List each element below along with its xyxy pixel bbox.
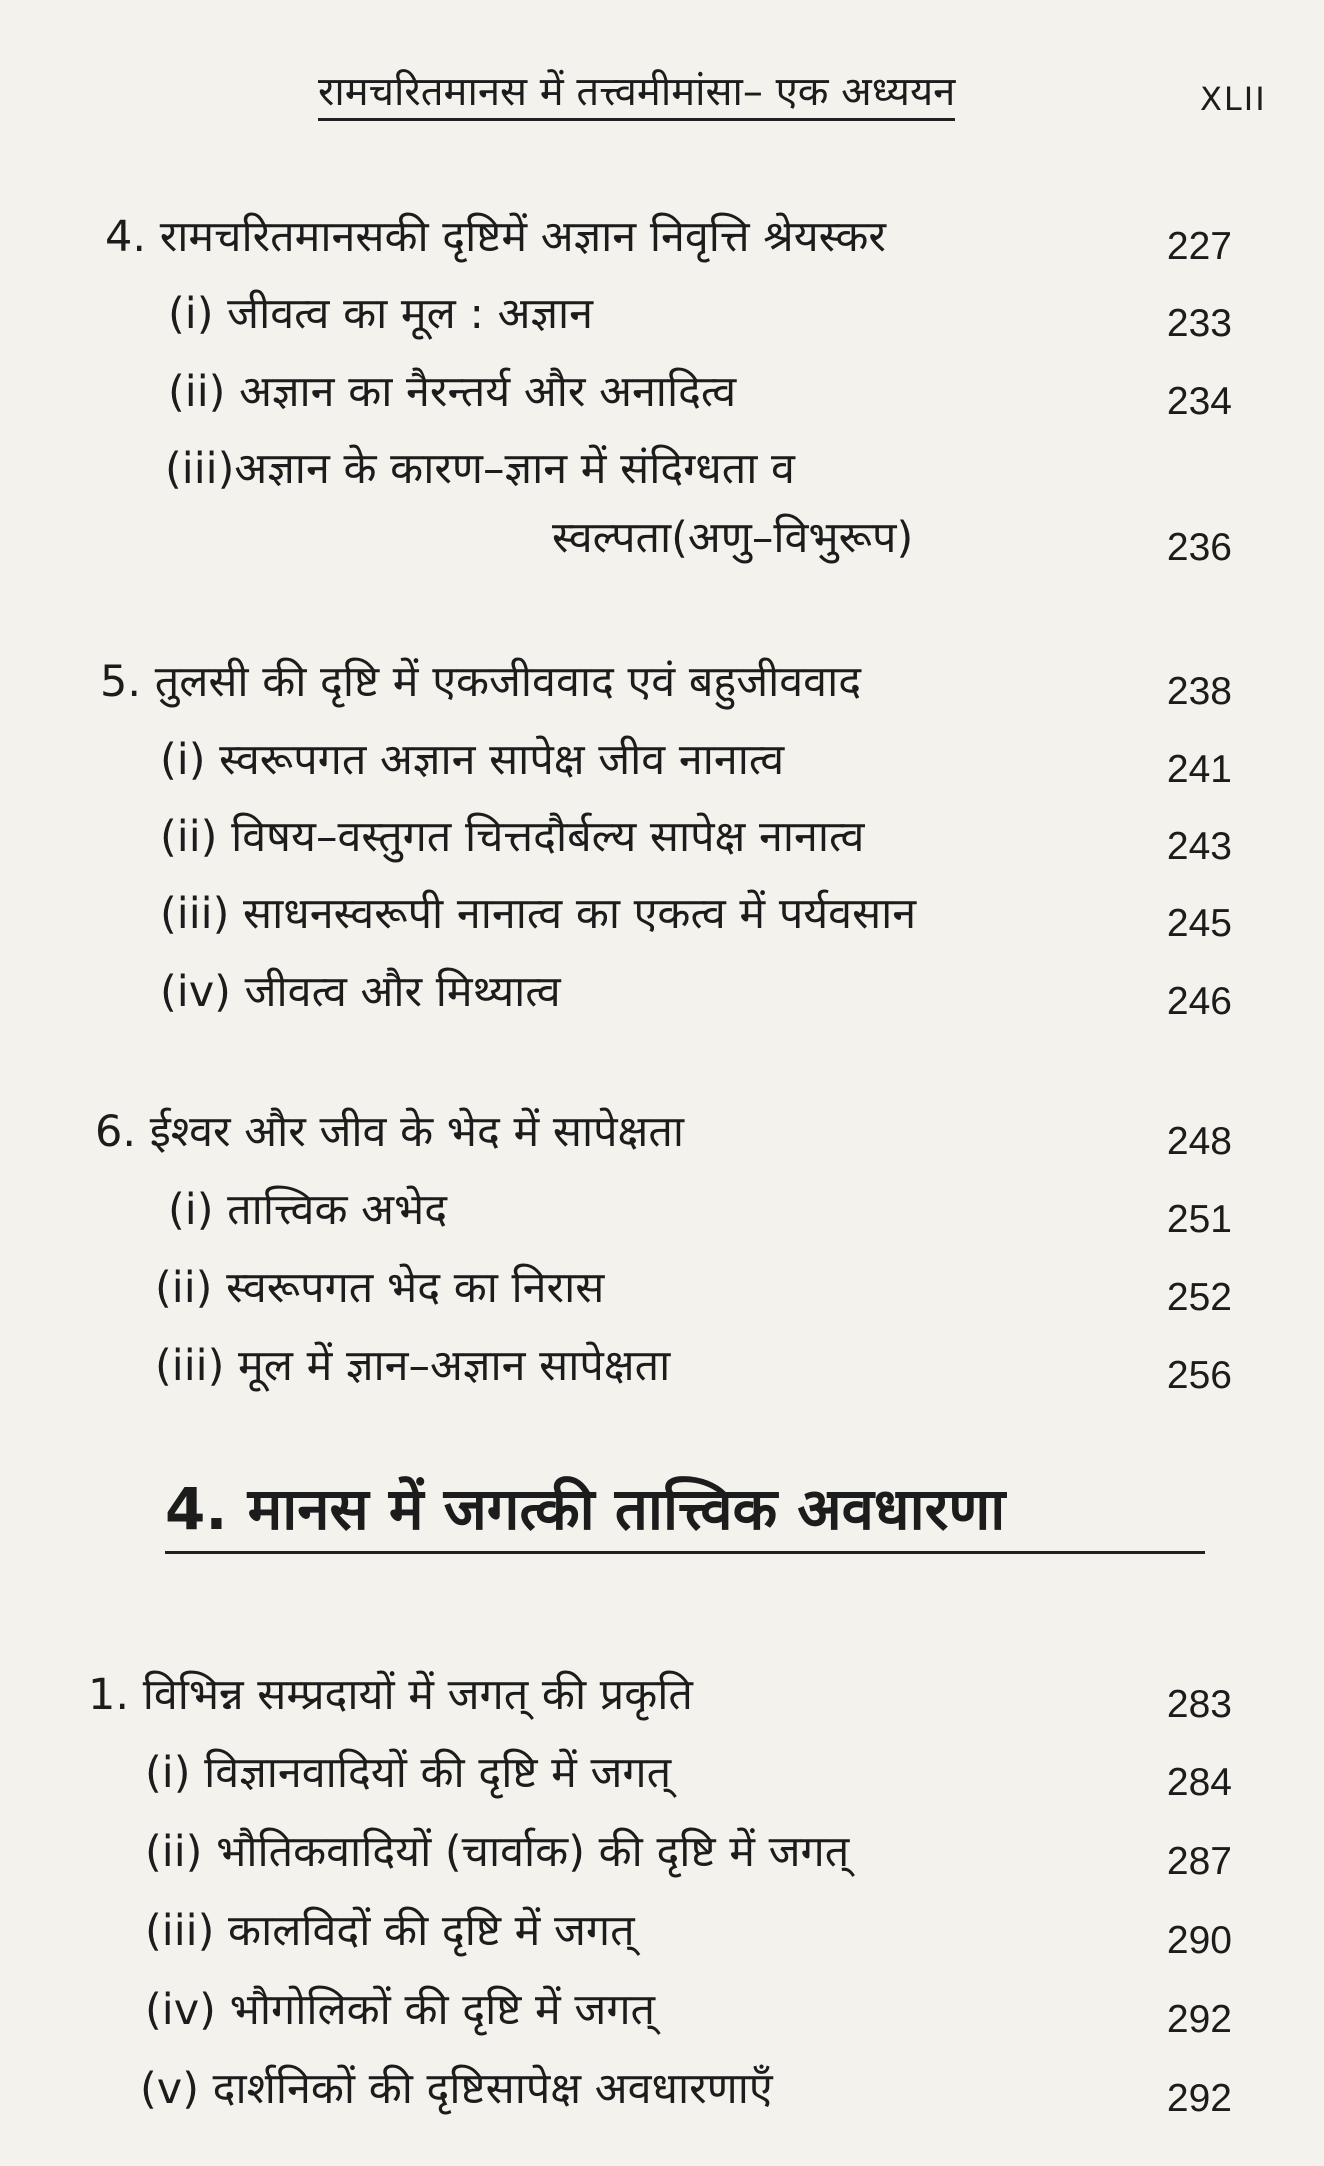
toc-entry — [0, 1100, 1324, 1164]
toc-entry-page: 284 — [1166, 1761, 1232, 1804]
toc-entry-page: 227 — [1166, 225, 1232, 268]
toc-entry-page: 251 — [1166, 1198, 1232, 1241]
toc-entry — [0, 1899, 1324, 1963]
toc-entry-label: 1. विभिन्न सम्प्रदायों में जगत् की प्रकृति — [88, 1670, 693, 1720]
page-number: XLII — [1200, 80, 1267, 118]
toc-entry-page: 248 — [1166, 1120, 1232, 1163]
toc-entry-page: 292 — [1166, 2077, 1232, 2120]
toc-entry-label: 6. ईश्वर और जीव के भेद में सापेक्षता — [95, 1107, 685, 1157]
toc-entry — [0, 1820, 1324, 1884]
running-header: रामचरितमानस में तत्त्वमीमांसा– एक अध्ययन — [318, 70, 955, 121]
toc-entry-page: 290 — [1166, 1919, 1232, 1962]
toc-entry-page: 283 — [1166, 1683, 1232, 1726]
toc-entry — [0, 2057, 1324, 2121]
toc-entry-label: (iii) साधनस्वरूपी नानात्व का एकत्व में पर्यवसान — [160, 889, 917, 939]
toc-entry — [0, 960, 1324, 1024]
toc-entry-page: 252 — [1166, 1276, 1232, 1319]
toc-entry — [0, 1741, 1324, 1805]
toc-entry-label: (iii)अज्ञान के कारण–ज्ञान में संदिग्धता व — [165, 444, 795, 494]
toc-entry — [0, 1978, 1324, 2042]
toc-entry — [0, 1178, 1324, 1242]
toc-entry — [0, 882, 1324, 946]
toc-entry-page: 243 — [1166, 825, 1232, 868]
toc-entry — [0, 437, 1324, 501]
toc-entry — [0, 282, 1324, 346]
toc-entry-page: 241 — [1166, 748, 1232, 791]
toc-entry-label: (i) विज्ञानवादियों की दृष्टि में जगत् — [145, 1748, 672, 1798]
toc-entry-page: 238 — [1166, 670, 1232, 713]
toc-entry-continued — [0, 506, 1324, 570]
toc-entry-label: (iii) कालविदों की दृष्टि में जगत् — [145, 1906, 635, 1956]
toc-entry-page: 287 — [1166, 1840, 1232, 1883]
toc-entry-page: 245 — [1166, 902, 1232, 945]
toc-entry-page: 234 — [1166, 380, 1232, 423]
chapter-title: 4. मानस में जगत्की तात्त्विक अवधारणा — [165, 1475, 1205, 1554]
toc-entry-label: (i) स्वरूपगत अज्ञान सापेक्ष जीव नानात्व — [160, 735, 785, 785]
toc-entry — [0, 205, 1324, 269]
toc-entry-label: (iv) जीवत्व और मिथ्यात्व — [160, 967, 561, 1017]
toc-entry-label: (i) तात्त्विक अभेद — [168, 1185, 448, 1235]
toc-entry — [0, 650, 1324, 714]
toc-entry — [0, 1256, 1324, 1320]
toc-entry-label: (ii) भौतिकवादियों (चार्वाक) की दृष्टि में जगत् — [145, 1827, 850, 1877]
toc-entry-label: (ii) अज्ञान का नैरन्तर्य और अनादित्व — [168, 367, 737, 417]
toc-entry-page: 292 — [1166, 1998, 1232, 2041]
toc-entry-page: 256 — [1166, 1354, 1232, 1397]
toc-entry-label: (ii) विषय–वस्तुगत चित्तदौर्बल्य सापेक्ष नानात्व — [160, 812, 865, 862]
toc-entry-label: (v) दार्शनिकों की दृष्टिसापेक्ष अवधारणाएँ — [140, 2064, 773, 2114]
toc-entry-label: (iii) मूल में ज्ञान–अज्ञान सापेक्षता — [155, 1341, 671, 1391]
toc-entry-label: स्वल्पता(अणु–विभुरूप) — [552, 513, 914, 563]
toc-entry — [0, 1334, 1324, 1398]
toc-entry-label: 5. तुलसी की दृष्टि में एकजीववाद एवं बहुजीववाद — [100, 657, 862, 707]
toc-entry — [0, 728, 1324, 792]
toc-entry-label: (iv) भौगोलिकों की दृष्टि में जगत् — [145, 1985, 656, 2035]
toc-entry-label: (ii) स्वरूपगत भेद का निरास — [155, 1263, 605, 1313]
toc-entry — [0, 360, 1324, 424]
toc-entry — [0, 1663, 1324, 1727]
toc-entry-label: 4. रामचरितमानसकी दृष्टिमें अज्ञान निवृत्ति श्रेयस्कर — [105, 212, 886, 262]
toc-entry-page: 246 — [1166, 980, 1232, 1023]
toc-entry — [0, 805, 1324, 869]
toc-entry-page: 236 — [1166, 526, 1232, 569]
toc-entry-label: (i) जीवत्व का मूल : अज्ञान — [168, 289, 594, 339]
toc-entry-page: 233 — [1166, 302, 1232, 345]
